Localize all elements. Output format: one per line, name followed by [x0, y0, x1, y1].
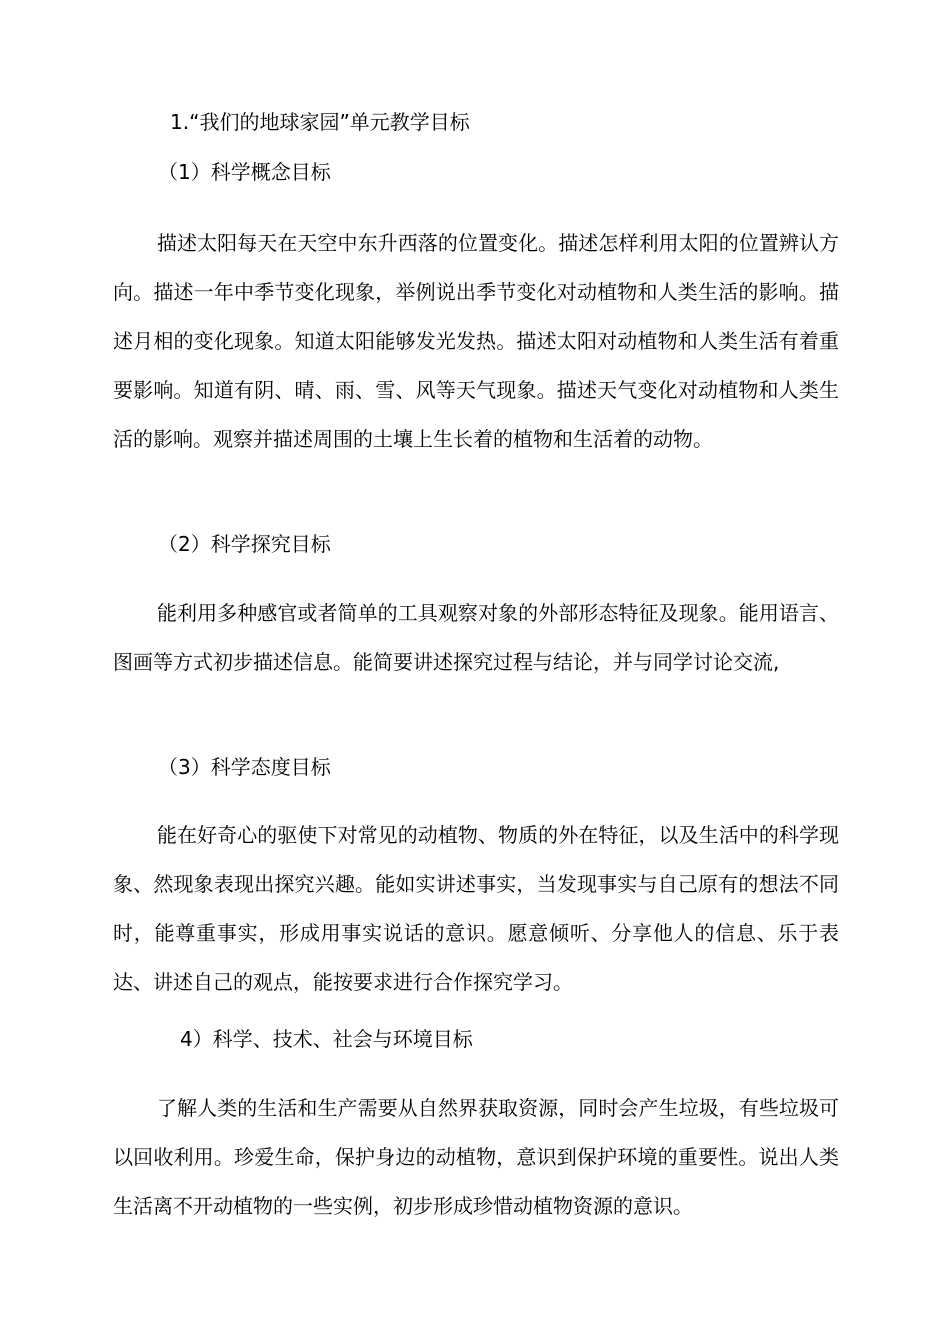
section-body-attitude: 能在好奇心的驱使下对常见的动植物、物质的外在特征，以及生活中的科学现象、然现象表现出探究兴趣。能如实讲述事实，当发现事实与自己原有的想法不同时，能尊重事实，形成用事实说话的意识。愿意倾听、分享他人的信息、乐于表达、讲述自己的观点，能按要求进行合作探究学习。: [113, 823, 839, 994]
document-title: 1.“我们的地球家园”单元教学目标: [170, 110, 470, 134]
section-body-concept: 描述太阳每天在天空中东升西落的位置变化。描述怎样利用太阳的位置辨认方向。描述一年中季节变化现象，举例说出季节变化对动植物和人类生活的影响。描述月相的变化现象。知道太阳能够发光发热。描述太阳对动植物和人类生活有着重要影响。知道有阴、晴、雨、雪、风等天气现象。描述天气变化对动植物和人类生活的影响。观察并描述周围的土壤上生长着的植物和生活着的动物。: [113, 231, 839, 451]
section-heading-stse: 4）科学、技术、社会与环境目标: [180, 1027, 473, 1051]
section-body-stse: 了解人类的生活和生产需要从自然界获取资源，同时会产生垃圾，有些垃圾可以回收利用。珍爱生命，保护身边的动植物，意识到保护环境的重要性。说出人类生活离不开动植物的一些实例，初步形成珍惜动植物资源的意识。: [113, 1096, 839, 1218]
section-heading-attitude: （3）科学态度目标: [158, 755, 331, 779]
section-body-inquiry: 能利用多种感官或者简单的工具观察对象的外部形态特征及现象。能用语言、图画等方式初步描述信息。能简要讲述探究过程与结论，并与同学讨论交流,: [113, 601, 839, 674]
section-heading-concept: （1）科学概念目标: [158, 160, 331, 184]
section-heading-inquiry: （2）科学探究目标: [158, 532, 331, 556]
